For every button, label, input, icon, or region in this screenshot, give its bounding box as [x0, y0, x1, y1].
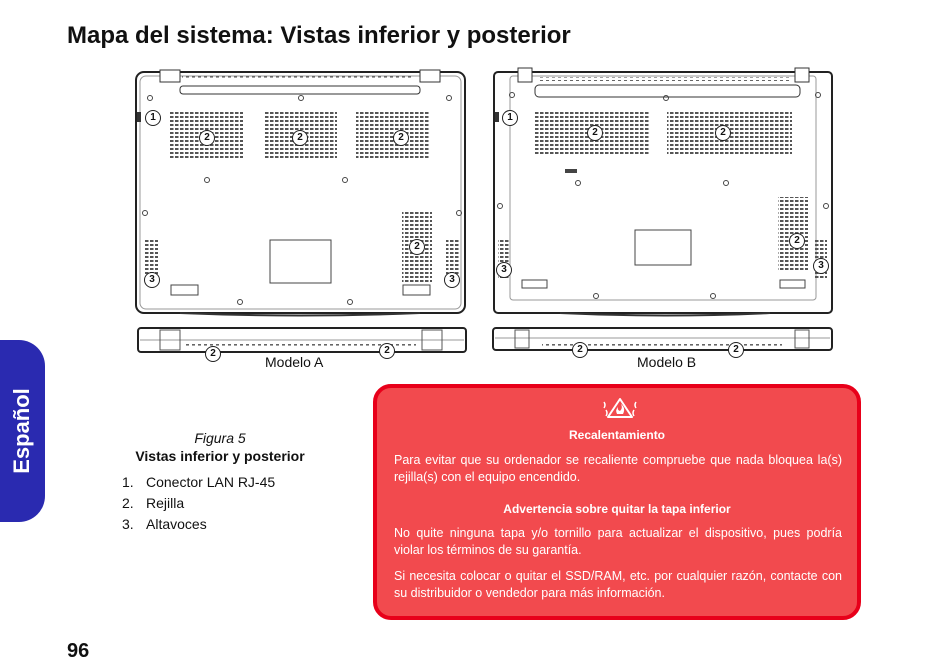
cover-warning-text: No quite ninguna tapa y/o tornillo para actualizar el dispositivo, pues podría violar los términos de su garantía.: [394, 526, 842, 557]
model-a-label: Modelo A: [265, 354, 324, 370]
overheating-heading: Recalentamiento: [568, 428, 666, 442]
figure-caption: [120, 430, 350, 537]
overheat-warning-icon: [602, 396, 638, 422]
overheating-warning-box: [373, 384, 861, 620]
callout-lan-port: 1: [502, 110, 518, 126]
callout-vent: 2: [728, 342, 744, 358]
model-b-bottom-view: [494, 68, 832, 316]
callout-vent: 2: [409, 239, 425, 255]
callout-speaker: 3: [444, 272, 460, 288]
callout-vent: 2: [715, 125, 731, 141]
contact-dealer-text: Si necesita colocar o quitar el SSD/RAM, etc. por cualquier razón, contacte con su distribuidor o vendedor para más información.: [394, 569, 842, 600]
callout-vent: 2: [789, 233, 805, 249]
figure-title: Vistas inferior y posterior: [135, 448, 305, 464]
language-tab-label: Español: [9, 388, 35, 474]
legend-item: 2. Rejilla: [122, 495, 185, 511]
callout-vent: 2: [393, 130, 409, 146]
callout-vent: 2: [199, 130, 215, 146]
cover-warning-heading: Advertencia sobre quitar la tapa inferior: [503, 502, 731, 516]
page-number: 96: [67, 640, 90, 662]
legend-item: 1. Conector LAN RJ-45: [122, 474, 276, 490]
callout-speaker: 3: [813, 258, 829, 274]
page-title: Mapa del sistema: Vistas inferior y posterior: [67, 22, 571, 49]
figure-number: Figura 5: [194, 430, 246, 446]
model-b-label: Modelo B: [637, 354, 697, 370]
legend-list: [120, 474, 350, 532]
callout-vent: 2: [572, 342, 588, 358]
callout-speaker: 3: [144, 272, 160, 288]
legend-item: 3. Altavoces: [122, 516, 207, 532]
callout-speaker: 3: [496, 262, 512, 278]
overheating-text: Para evitar que su ordenador se recaliente compruebe que nada bloquea la(s) rejilla(s) con el equipo encendido.: [394, 453, 842, 484]
model-a-rear-view: [138, 328, 466, 352]
model-b-rear-view: [493, 328, 832, 350]
callout-vent: 2: [587, 125, 603, 141]
callout-lan-port: 1: [145, 110, 161, 126]
callout-vent: 2: [205, 346, 221, 362]
callout-vent: 2: [379, 343, 395, 359]
callout-vent: 2: [292, 130, 308, 146]
model-a-bottom-view: [136, 70, 465, 316]
